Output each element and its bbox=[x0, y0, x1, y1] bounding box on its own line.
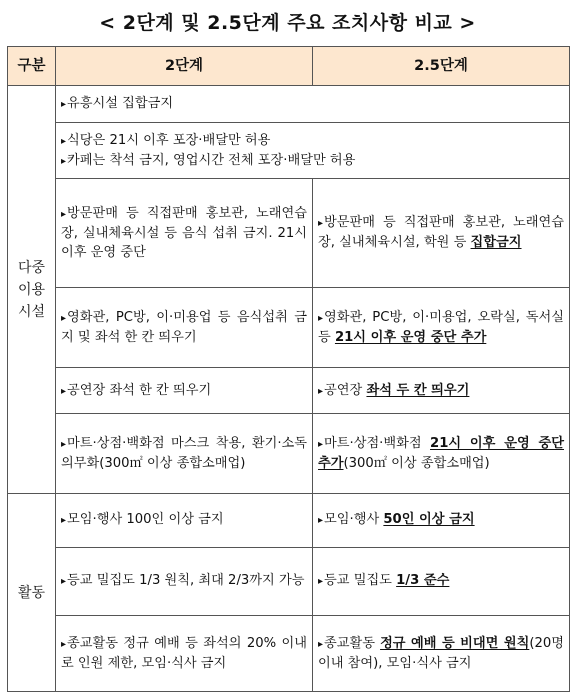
bullet-icon: ▸ bbox=[61, 638, 67, 650]
page-title: < 2단계 및 2.5단계 주요 조치사항 비교 > bbox=[99, 12, 476, 34]
table-row bbox=[8, 413, 570, 493]
highlight-text: 21시 이후 운영 중단 추가 bbox=[334, 330, 487, 346]
cell-level25 bbox=[313, 368, 570, 413]
cell-text: 마트·상점·백화점 마스크 착용, 환기·소독 의무화(300㎡ 이상 종합소매업) bbox=[61, 435, 307, 471]
cell-level25 bbox=[313, 615, 570, 691]
section-label: 활동 bbox=[17, 584, 46, 601]
cell-level2 bbox=[56, 494, 313, 548]
table-row bbox=[8, 368, 570, 413]
table-row bbox=[8, 615, 570, 691]
bullet-icon: ▸ bbox=[61, 99, 67, 111]
cell-text: 유흥시설 집합금지 bbox=[67, 96, 174, 112]
bullet-icon: ▸ bbox=[318, 515, 324, 527]
cell-level2 bbox=[56, 547, 313, 615]
cell-text: 영화관, PC방, 이·미용업 등 음식섭취 금지 및 좌석 한 칸 띄우기 bbox=[61, 310, 307, 346]
bullet-icon: ▸ bbox=[61, 313, 67, 325]
table-row bbox=[8, 288, 570, 368]
cell-level25 bbox=[313, 288, 570, 368]
cell-level25 bbox=[313, 547, 570, 615]
cell-text: 카페는 착석 금지, 영업시간 전체 포장·배달만 허용 bbox=[67, 152, 356, 168]
table-row bbox=[8, 123, 570, 179]
highlight-text: 정규 예배 등 비대면 원칙 bbox=[380, 635, 530, 651]
bullet-icon: ▸ bbox=[318, 385, 324, 397]
bullet-icon: ▸ bbox=[318, 576, 324, 588]
cell-text: 종교활동 정규 예배 등 좌석의 20% 이내로 인원 제한, 모임·식사 금지 bbox=[61, 635, 307, 671]
cell-text: 공연장 좌석 한 칸 띄우기 bbox=[67, 382, 212, 398]
cell-text: 방문판매 등 직접판매 홍보관, 노래연습장, 실내체육시설 등 음식 섭취 금지. 21시 이후 운영 중단 bbox=[61, 205, 307, 260]
bullet-icon: ▸ bbox=[318, 218, 324, 230]
section-activities bbox=[8, 494, 56, 692]
section-label: 다중 이용 시설 bbox=[17, 259, 46, 320]
cell-text: 공연장 bbox=[324, 382, 367, 398]
header-category: 구분 bbox=[8, 47, 56, 86]
bullet-icon: ▸ bbox=[61, 135, 67, 147]
cell-both bbox=[56, 123, 570, 179]
comparison-table bbox=[7, 46, 570, 692]
cell-both bbox=[56, 86, 570, 123]
bullet-icon: ▸ bbox=[61, 438, 67, 450]
cell-text: 모임·행사 100인 이상 금지 bbox=[67, 512, 224, 528]
bullet-icon: ▸ bbox=[61, 515, 67, 527]
bullet-icon: ▸ bbox=[61, 576, 67, 588]
highlight-text: 50인 이상 금지 bbox=[383, 512, 475, 528]
cell-level25 bbox=[313, 178, 570, 287]
cell-level2 bbox=[56, 413, 313, 493]
cell-level2 bbox=[56, 368, 313, 413]
cell-level25 bbox=[313, 413, 570, 493]
cell-text: (300㎡ 이상 종합소매업) bbox=[343, 455, 490, 471]
cell-text: 식당은 21시 이후 포장·배달만 허용 bbox=[67, 132, 271, 148]
highlight-text: 21시 이후 운영 중단 추가 bbox=[318, 435, 564, 471]
header-level2: 2단계 bbox=[56, 47, 313, 86]
table-row bbox=[8, 178, 570, 287]
table-row bbox=[8, 547, 570, 615]
cell-text: 등교 밀집도 1/3 원칙, 최대 2/3까지 가능 bbox=[67, 573, 305, 589]
bullet-icon: ▸ bbox=[61, 155, 67, 167]
cell-text: (20명 이내 참여), 모임·식사 금지 bbox=[318, 635, 564, 671]
cell-text: 모임·행사 bbox=[324, 512, 384, 528]
cell-level2 bbox=[56, 288, 313, 368]
bullet-icon: ▸ bbox=[318, 313, 324, 325]
cell-text: 방문판매 등 직접판매 홍보관, 노래연습장, 실내체육시설, 학원 등 bbox=[318, 215, 564, 251]
table-row bbox=[8, 494, 570, 548]
header-row bbox=[8, 47, 570, 86]
bullet-icon: ▸ bbox=[61, 385, 67, 397]
highlight-text: 1/3 준수 bbox=[396, 573, 450, 589]
cell-text: 등교 밀집도 bbox=[324, 573, 397, 589]
header-level25: 2.5단계 bbox=[313, 47, 570, 86]
bullet-icon: ▸ bbox=[318, 438, 324, 450]
cell-text: 영화관, PC방, 이·미용업, 오락실, 독서실 등 bbox=[318, 310, 564, 346]
bullet-icon: ▸ bbox=[61, 208, 67, 220]
highlight-text: 집합금지 bbox=[470, 235, 522, 251]
cell-text: 종교활동 bbox=[324, 635, 381, 651]
cell-level2 bbox=[56, 615, 313, 691]
cell-level2 bbox=[56, 178, 313, 287]
cell-text: 마트·상점·백화점 bbox=[324, 435, 431, 451]
table-row bbox=[8, 86, 570, 123]
cell-level25 bbox=[313, 494, 570, 548]
section-facilities bbox=[8, 86, 56, 494]
bullet-icon: ▸ bbox=[318, 638, 324, 650]
highlight-text: 좌석 두 칸 띄우기 bbox=[366, 382, 470, 398]
